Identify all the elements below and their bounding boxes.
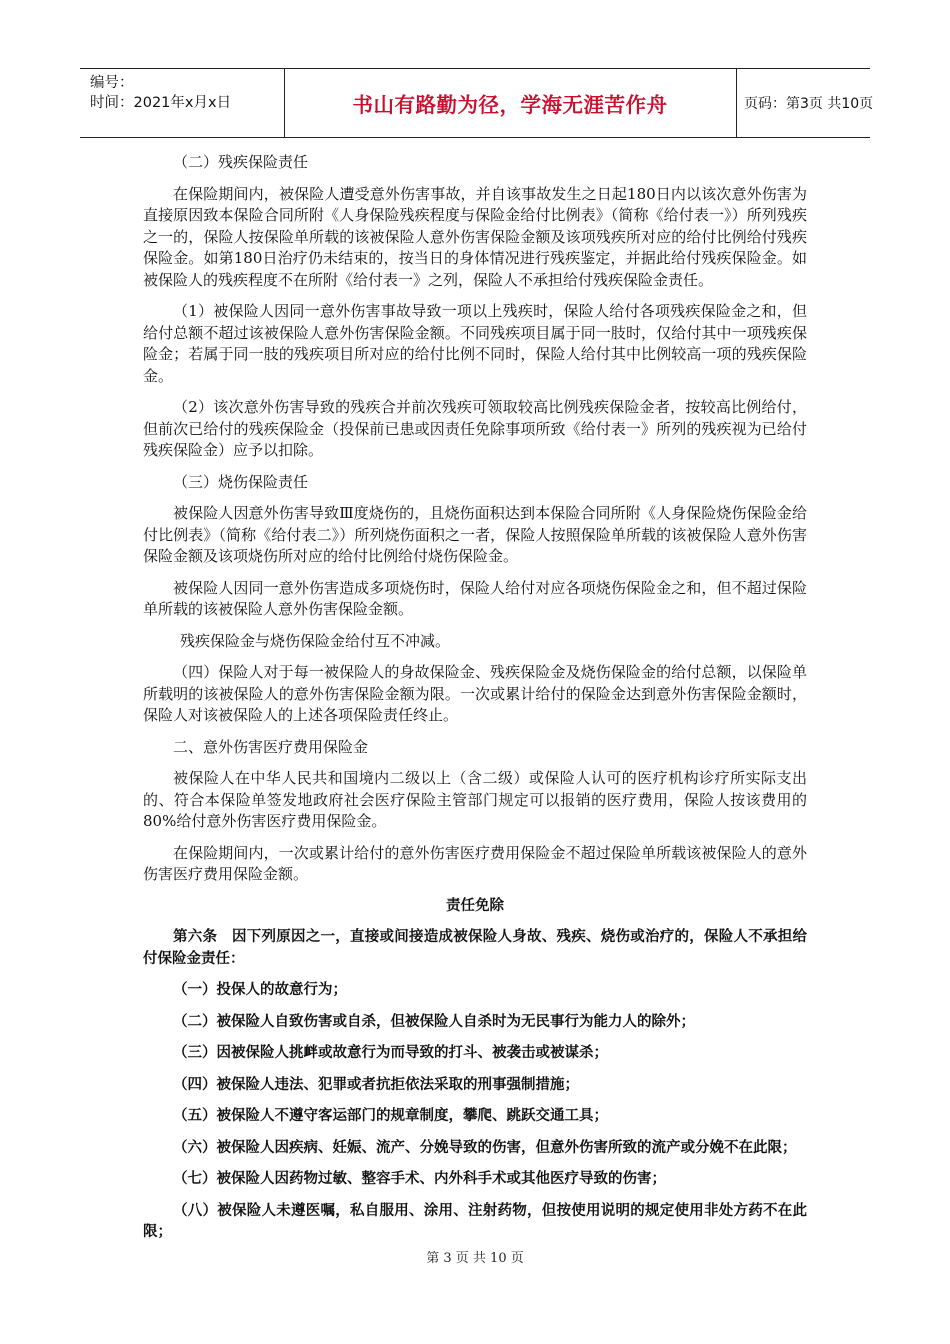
paragraph: （三）烧伤保险责任 — [173, 472, 309, 491]
paragraph: （二）残疾保险责任 — [173, 153, 309, 171]
paragraph: 被保险人因同一意外伤害造成多项烧伤时，保险人给付对应各项烧伤保险金之和，但不超过保险单所载的该被保险人意外伤害保险金额。 — [143, 578, 807, 618]
motto-text: 书山有路勤为径，学海无涯苦作舟 — [352, 93, 668, 117]
paragraph: 被保险人在中华人民共和国境内二级以上（含二级）或保险人认可的医疗机构诊疗所实际支出的、符合本保险单签发地政府社会医疗保险主管部门规定可以报销的医疗费用，保险人按该费用的80%给付意外伤害医疗费用保险金。 — [143, 769, 807, 830]
paragraph: 在保险期间内，被保险人遭受意外伤害事故，并自该事故发生之日起180日内以该次意外伤害为直接原因致本保险合同所附《人身保险残疾程度与保险金给付比例表》（简称《给付表一》）所列残疾之一的，保险人按保险单所载的该被保险人意外伤害保险金额及该项残疾所对应的给付比例给付残疾保险金。如第180日治疗仍未结束的，按当日的身体情况进行残疾鉴定，并据此给付残疾保险金。如被保险人的残疾程度不在所附《给付表一》之列，保险人不承担给付残疾保险金责任。 — [143, 184, 807, 289]
paragraph: （六）被保险人因疾病、妊娠、流产、分娩导致的伤害，但意外伤害所致的流产或分娩不在此限； — [173, 1139, 797, 1156]
header-meta-cell — [80, 69, 285, 137]
paragraph: （一）投保人的故意行为； — [173, 982, 347, 998]
paragraph: 第六条 因下列原因之一，直接或间接造成被保险人身故、残疾、烧伤或治疗的，保险人不承担给付保险金责任： — [143, 929, 807, 967]
header-page-cell — [736, 69, 874, 137]
paragraph: （八）被保险人未遵医嘱，私自服用、涂用、注射药物，但按使用说明的规定使用非处方药不在此限； — [143, 1202, 807, 1240]
paragraph: 在保险期间内，一次或累计给付的意外伤害医疗费用保险金不超过保险单所载该被保险人的意外伤害医疗费用保险金额。 — [143, 843, 807, 883]
paragraph: 残疾保险金与烧伤保险金给付互不冲减。 — [180, 631, 451, 650]
paragraph: （七）被保险人因药物过敏、整容手术、内外科手术或其他医疗导致的伤害； — [173, 1171, 666, 1187]
paragraph: （二）被保险人自致伤害或自杀，但被保险人自杀时为无民事行为能力人的除外； — [173, 1013, 695, 1030]
header-motto-cell — [284, 69, 737, 137]
paragraph: （1）被保险人因同一意外伤害事故导致一项以上残疾时，保险人给付各项残疾保险金之和，但给付总额不超过该被保险人意外伤害保险金额。不同残疾项目属于同一肢时，仅给付其中一项残疾保险金；若属于同一肢的残疾项目所对应的给付比例不同时，保险人给付其中比例较高一项的残疾保险金。 — [143, 302, 807, 385]
document-header — [80, 68, 874, 138]
paragraph: （四）被保险人违法、犯罪或者抗拒依法采取的刑事强制措施； — [173, 1076, 579, 1093]
paragraph: （三）因被保险人挑衅或故意行为而导致的打斗、被袭击或被谋杀； — [173, 1045, 608, 1061]
paragraph: （五）被保险人不遵守客运部门的规章制度，攀爬、跳跃交通工具； — [173, 1108, 608, 1124]
document-body — [143, 152, 807, 1254]
paragraph: （2）该次意外伤害导致的残疾合并前次残疾可领取较高比例残疾保险金者，按较高比例给付，但前次已给付的残疾保险金（投保前已患或因责任免除事项所致《给付表一》所列的残疾视为已给付残疾保险金）应予以扣除。 — [143, 398, 807, 459]
section-heading: 责任免除 — [446, 897, 504, 914]
paragraph: 二、意外伤害医疗费用保险金 — [173, 737, 369, 756]
doc-number-label: 编号： — [90, 75, 134, 91]
page-footer: 第 3 页 共 10 页 — [426, 1251, 524, 1266]
paragraph: 被保险人因意外伤害导致Ⅲ度烧伤的，且烧伤面积达到本保险合同所附《人身保险烧伤保险金给付比例表》（简称《给付表二》）所列烧伤面积之一者，保险人按照保险单所载的该被保险人意外伤害保险金额及该项烧伤所对应的给付比例给付烧伤保险金。 — [143, 504, 807, 565]
page-info: 页码：第3页 共10页 — [744, 96, 874, 112]
paragraph: （四）保险人对于每一被保险人的身故保险金、残疾保险金及烧伤保险金的给付总额，以保险单所载明的该被保险人的意外伤害保险金额为限。一次或累计给付的保险金达到意外伤害保险金额时，保险人对该被保险人的上述各项保险责任终止。 — [143, 663, 807, 724]
time-label: 时间：2021年x月x日 — [90, 95, 232, 111]
